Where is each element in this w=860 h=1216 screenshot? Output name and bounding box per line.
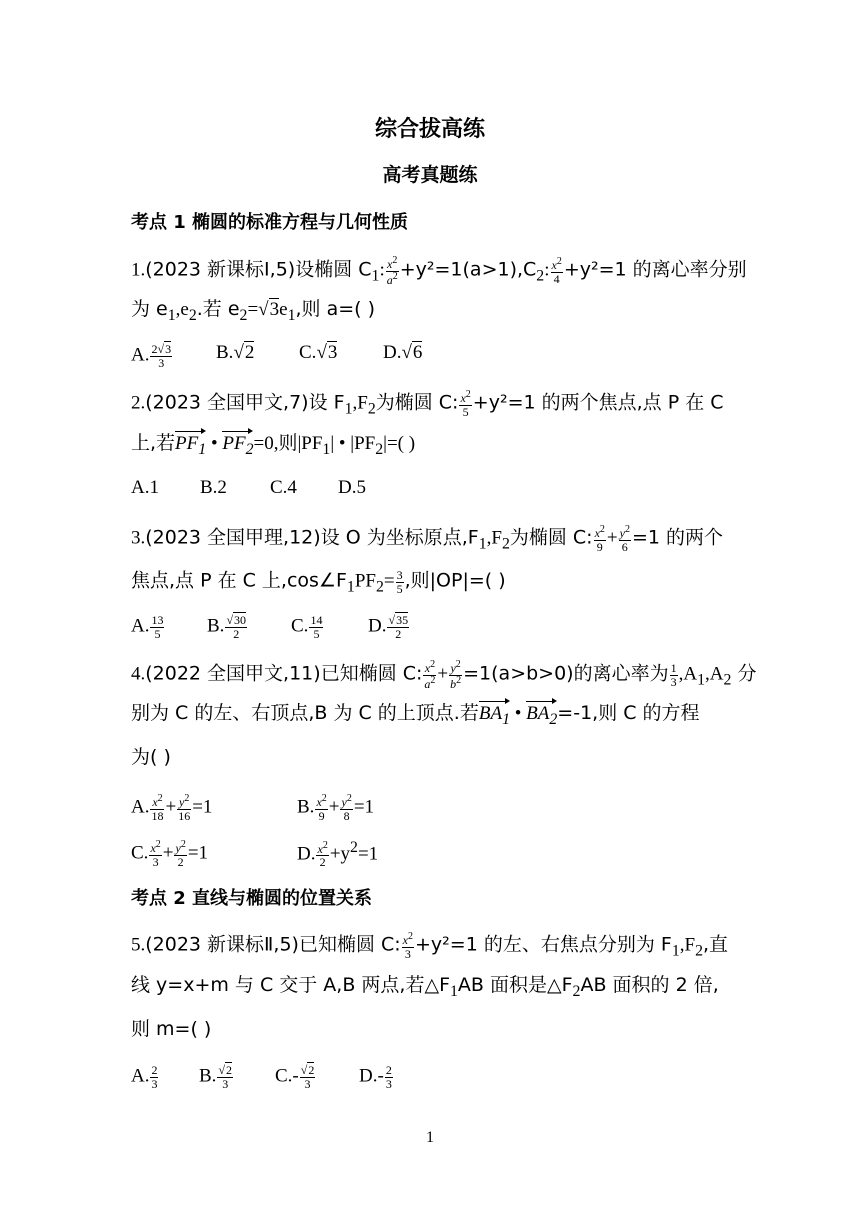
- option-d[interactable]: D.5: [338, 477, 366, 498]
- option-d[interactable]: D.√6: [383, 342, 423, 363]
- option-a[interactable]: A. $\frac{2√3}{3}$: [131, 342, 172, 370]
- page-subtitle: 高考真题练: [382, 164, 478, 186]
- question-4-line-2: 别为 C 的左、右顶点,B 为 C 的上顶点.若$BA_1$ • $BA_2=-1$,则 C 的方程: [131, 702, 700, 728]
- option-c[interactable]: C. $\frac{14}{5}$: [291, 613, 323, 641]
- question-1-line-2: 为 $e_1,e_2$.若 $e_2=√3e_1$,则 a=( ): [131, 298, 375, 324]
- question-2-line-2: 上,若$PF_1$ • $PF_2=0$,则$|PF_1|$ • $|PF_2|=$( ): [131, 432, 416, 458]
- option-b[interactable]: B.√2: [216, 342, 255, 363]
- option-c[interactable]: C. $\frac{x^2}{3}$ + $\frac{y^2}{2}$ =1: [131, 839, 209, 869]
- option-b[interactable]: B. $\frac{√2}{3}$: [199, 1063, 233, 1091]
- option-a[interactable]: A. $\frac{x^2}{18}$ + $\frac{y^2}{16}$ =1: [131, 793, 213, 823]
- section-heading-2: 考点 2 直线与椭圆的位置关系: [131, 888, 373, 909]
- question-1-line-1: 1.(2023 新课标Ⅰ,5)设椭圆 $C_1$: $\frac{x^2}{a^2}$ $+y^2=1(a>1),C_2$: $\frac{x^2}{4}$ +y²=1 的离心率分别: [131, 255, 747, 287]
- page-number: 1: [426, 1129, 434, 1146]
- question-5-line-1: 5.(2023 新课标Ⅱ,5)已知椭圆 C: $\frac{x^2}{3}$ +y²=1 的左、右焦点分别为 $F_1,F_2$,直: [131, 931, 729, 961]
- option-d[interactable]: D. $\frac{x^2}{2}$ $+y^2=1$: [297, 839, 379, 870]
- option-a[interactable]: A.1: [131, 477, 159, 498]
- question-2-line-1: 2.(2023 全国甲文,7)设 $F_1,F_2$为椭圆 C: $\frac{x^2}{5}$ +y²=1 的两个焦点,点 P 在 C: [131, 389, 724, 419]
- option-b[interactable]: B. $\frac{√30}{2}$: [207, 613, 247, 641]
- question-3-line-1: 3.(2023 全国甲理,12)设 O 为坐标原点$,F_1,F_2$为椭圆 C: $\frac{x^2}{9}$ + $\frac{y^2}{6}$ =1 的两个: [131, 524, 724, 554]
- option-b[interactable]: B.2: [200, 477, 227, 498]
- question-3-line-2: 焦点,点 P 在 C 上$,\cos\angle F_1PF_2=$ $\frac{3}{5}$ ,则|OP|=( ): [131, 568, 506, 596]
- section-heading-1: 考点 1 椭圆的标准方程与几何性质: [131, 212, 409, 233]
- option-c[interactable]: C.√3: [299, 342, 338, 363]
- question-5-line-2: 线 y=x+m 与 C 交于 A,B 两点,若$\triangle F_1AB$ 面积是$\triangle F_2AB$ 面积的 2 倍,: [131, 974, 719, 1000]
- page-title: 综合拔高练: [374, 117, 485, 142]
- option-c[interactable]: C.4: [270, 477, 297, 498]
- option-c[interactable]: C.- $\frac{√2}{3}$: [275, 1063, 315, 1091]
- question-5-line-3: 则 m=( ): [131, 1018, 212, 1040]
- option-b[interactable]: B. $\frac{x^2}{9}$ + $\frac{y^2}{8}$ =1: [297, 793, 375, 823]
- option-d[interactable]: D.- $\frac{2}{3}$: [359, 1063, 392, 1091]
- option-a[interactable]: A. $\frac{2}{3}$: [131, 1063, 158, 1091]
- question-4-line-3: 为( ): [131, 746, 171, 768]
- question-4-line-1: 4.(2022 全国甲文,11)已知椭圆 C: $\frac{x^2}{a^2}$ + $\frac{y^2}{b^2}$ =1(a>b>0)的离心率为 $\frac{1}{3}$ $,A_1,A_2$ 分: [131, 659, 757, 691]
- option-a[interactable]: A. $\frac{13}{5}$: [131, 613, 164, 641]
- option-d[interactable]: D. $\frac{√35}{2}$: [368, 613, 409, 641]
